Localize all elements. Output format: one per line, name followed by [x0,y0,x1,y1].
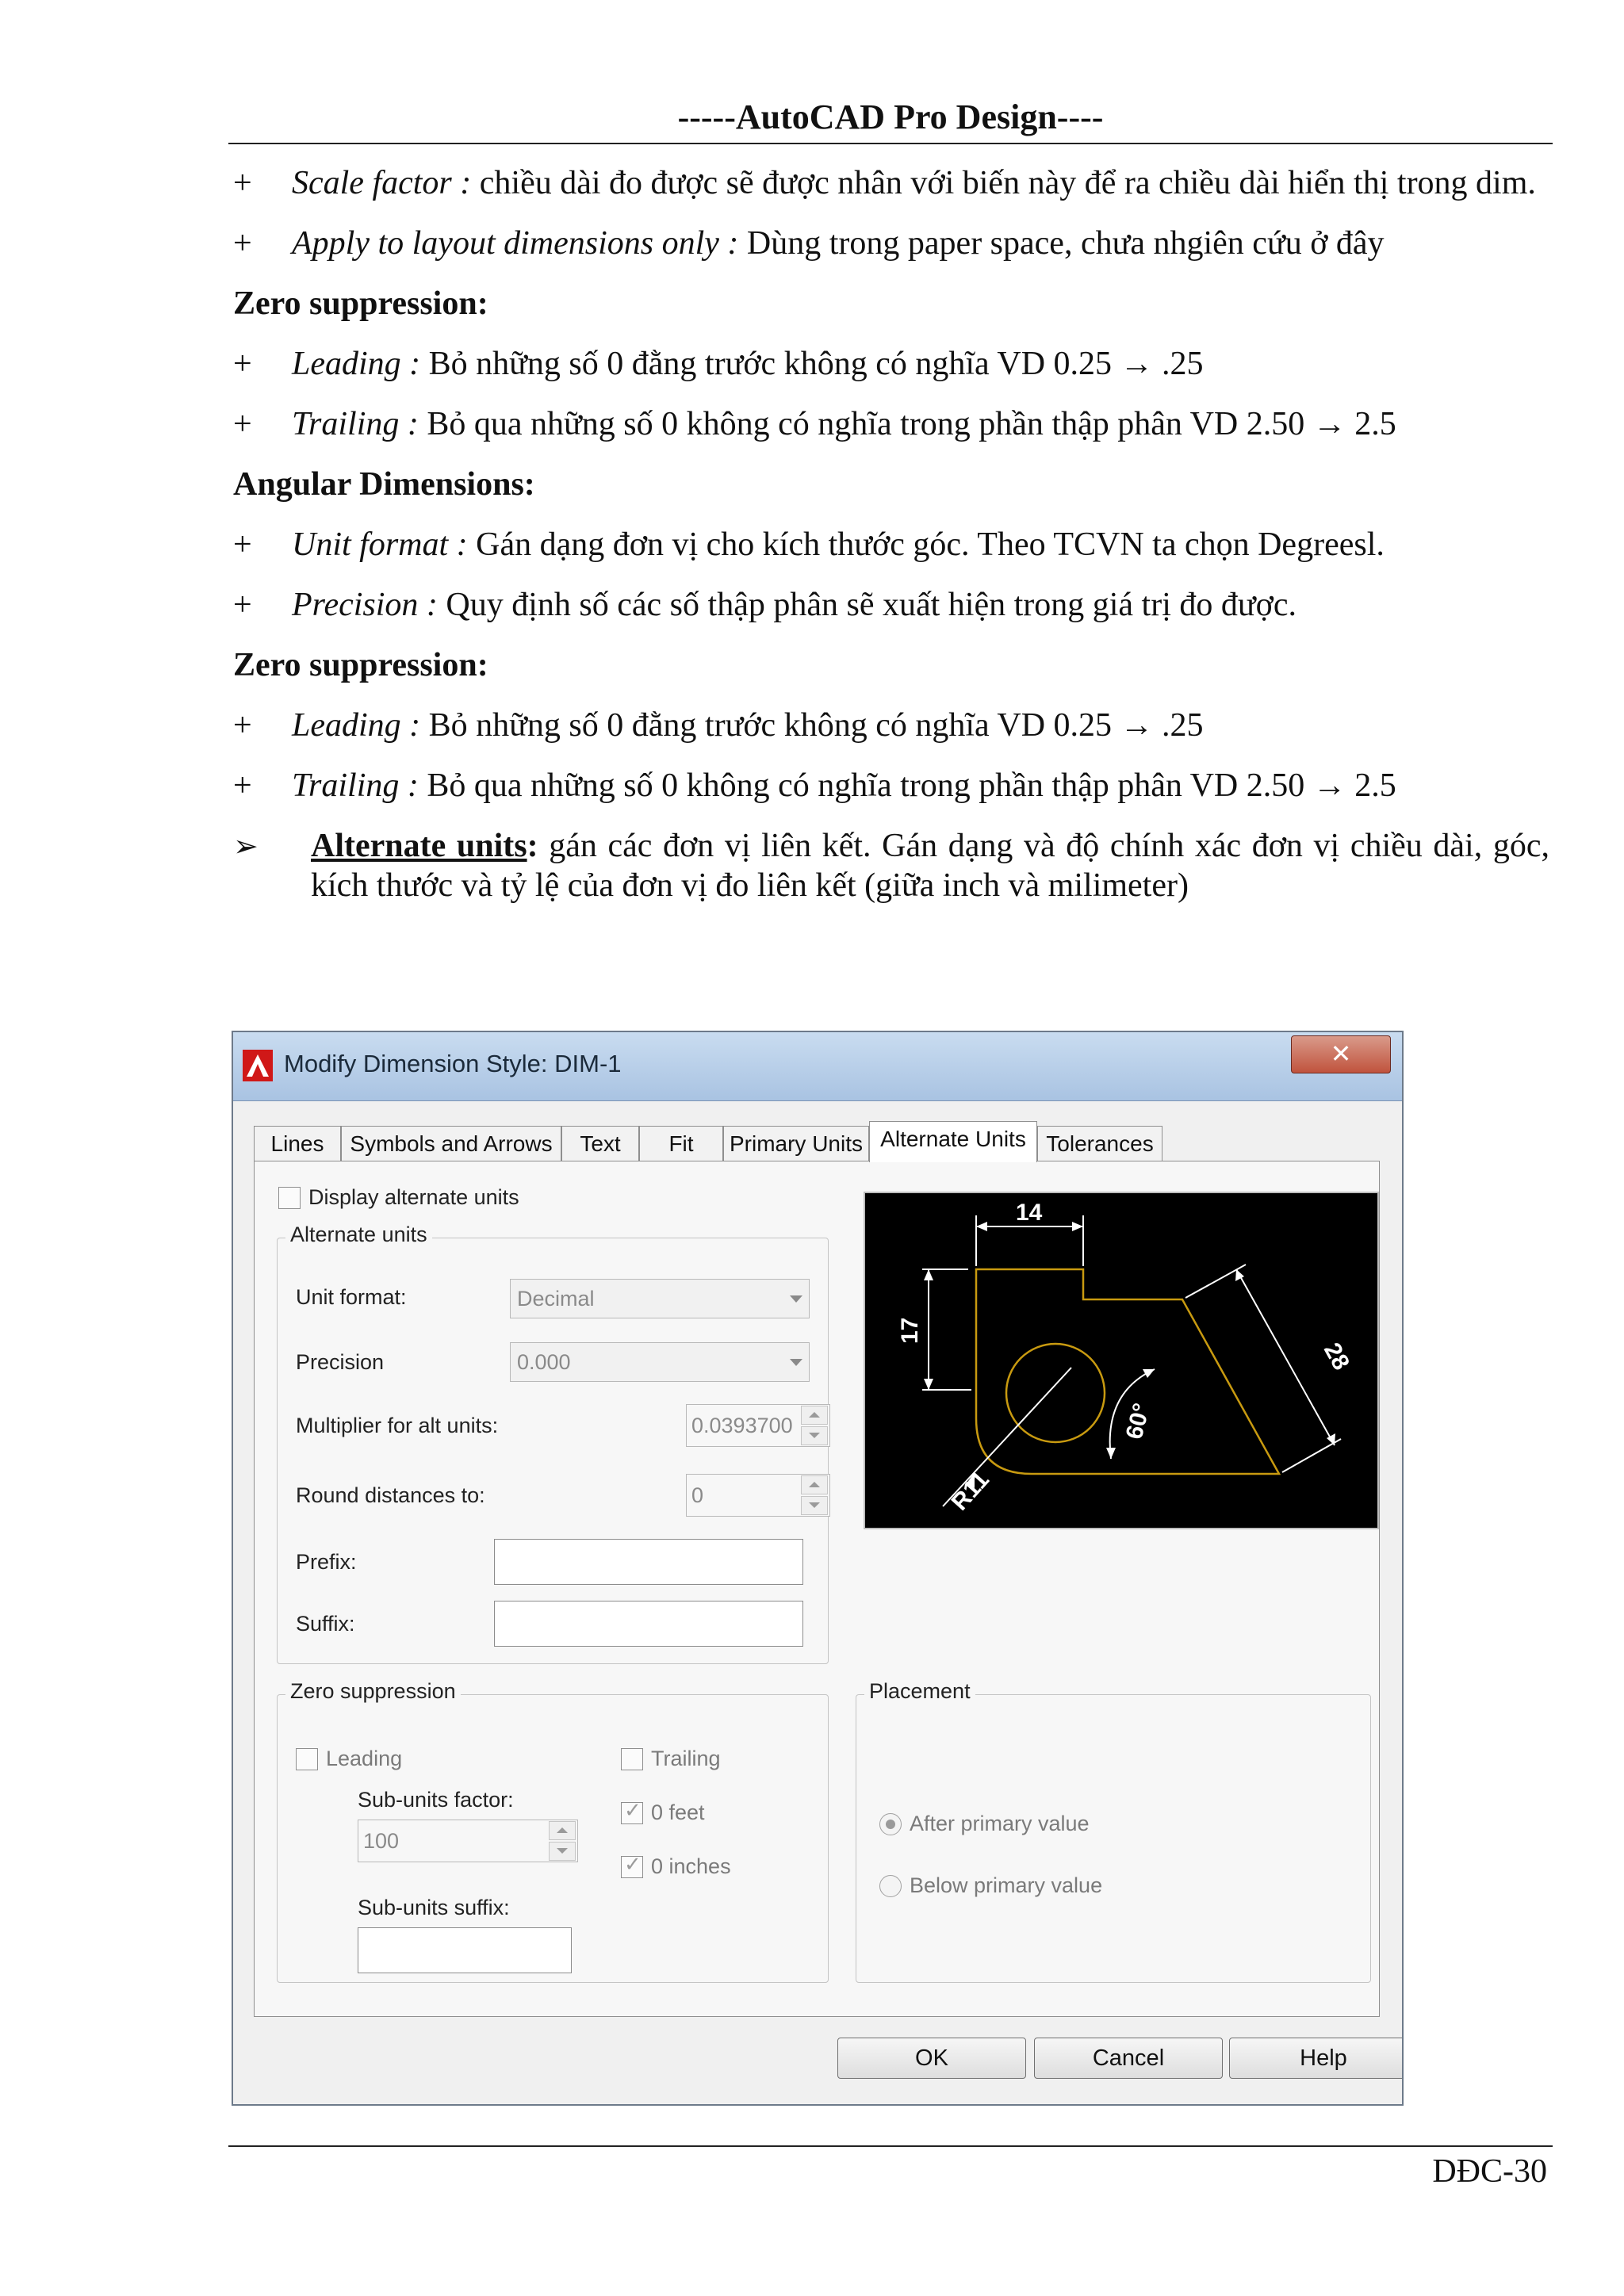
autocad-logo-icon [243,1050,273,1081]
stepper-up-icon[interactable] [801,1406,828,1425]
text-leading: Bỏ những số 0 đằng trước không có nghĩa VD 0.25 → .25 [420,346,1204,382]
trailing-label: Trailing [651,1747,721,1770]
tab-tolerances[interactable]: Tolerances [1037,1126,1162,1161]
unit-format-select[interactable] [510,1279,810,1318]
preview-drawing [865,1193,1377,1528]
zero-feet-checkbox[interactable] [621,1802,643,1824]
text-apply-layout: Dùng trong paper space, chưa nhgiên cứu ở đây [738,225,1385,262]
term-scale-factor: Scale factor : [292,165,472,201]
leading-checkbox[interactable] [296,1748,318,1770]
cancel-button[interactable]: Cancel [1034,2038,1223,2079]
tab-fit[interactable]: Fit [639,1126,723,1161]
text-trailing: Bỏ qua những số 0 không có nghĩa trong phần thập phân VD 2.50 → 2.5 [418,406,1396,442]
suffix-input[interactable] [494,1601,803,1647]
suffix-label: Suffix: [296,1612,355,1636]
round-distances-value: 0 [691,1483,704,1507]
unit-format-label: Unit format: [296,1285,407,1309]
text-precision: Quy định số các số thập phân sẽ xuất hiện trong giá trị đo được. [437,587,1297,623]
term-precision: Precision : [292,587,438,623]
preview-dim-top: 14 [1016,1200,1043,1226]
prefix-input[interactable] [494,1539,803,1585]
term-apply-layout: Apply to layout dimensions only : [292,225,739,262]
alternate-units-panel [254,1161,1380,2017]
round-distances-stepper[interactable] [686,1474,830,1517]
stepper-down-icon[interactable] [549,1842,576,1861]
stepper-up-icon[interactable] [549,1821,576,1840]
term-trailing: Trailing : [292,767,419,804]
close-button[interactable]: ✕ [1291,1035,1391,1073]
header-rule [228,143,1553,144]
multiplier-value: 0.0393700 [691,1414,793,1437]
term-leading: Leading : [292,346,421,382]
plus-marker: + [233,346,252,382]
plus-marker: + [233,406,252,442]
plus-marker: + [233,225,252,262]
title-bar [233,1032,1402,1101]
item-trailing-2 [233,766,1549,806]
modify-dimension-style-dialog [232,1031,1404,2106]
item-alternate-units [233,826,1549,905]
precision-value: 0.000 [517,1350,571,1374]
text-scale-factor: chiều dài đo được sẽ được nhân với biến này để ra chiều dài hiển thị trong dim. [471,165,1536,201]
subunits-suffix-input[interactable] [358,1927,572,1973]
subunits-factor-stepper[interactable] [358,1820,578,1862]
subunits-factor-value: 100 [363,1829,400,1853]
zero-suppression-group-label: Zero suppression [285,1679,461,1704]
multiplier-stepper[interactable] [686,1404,830,1447]
term-leading: Leading : [292,707,421,744]
footer-rule [228,2145,1553,2147]
text-alternate-units: gán các đơn vị liên kết. Gán dạng và độ chính xác đơn vị chiều dài, góc, kích thước và tỷ lệ của đơn vị đo liên kết (giữa inch và milimeter) [311,828,1549,904]
trailing-checkbox[interactable] [621,1748,643,1770]
ok-button[interactable]: OK [837,2038,1026,2079]
leading-label: Leading [326,1747,403,1770]
preview-dim-angle: 60° [1120,1400,1155,1442]
placement-group-label: Placement [864,1679,975,1704]
text-unit-format: Gán dạng đơn vị cho kích thước góc. Theo TCVN ta chọn Degreesl. [467,526,1385,563]
precision-label: Precision [296,1350,385,1374]
plus-marker: + [233,165,252,201]
help-button[interactable]: Help [1229,2038,1404,2079]
item-precision [233,585,1549,625]
display-alternate-units-checkbox[interactable] [278,1187,301,1209]
document-body [233,163,1549,905]
stepper-up-icon[interactable] [801,1475,828,1494]
colon: : [527,828,538,864]
heading-angular-dimensions: Angular Dimensions: [233,466,535,503]
plus-marker: + [233,707,252,744]
page-number: DĐC-30 [1432,2153,1547,2190]
preview-dim-radius: R11 [946,1466,994,1516]
after-primary-label: After primary value [910,1812,1090,1835]
display-alternate-units-label: Display alternate units [308,1185,519,1209]
chevron-down-icon [790,1295,802,1303]
text-trailing: Bỏ qua những số 0 không có nghĩa trong phần thập phân VD 2.50 → 2.5 [418,767,1396,804]
heading-zero-suppression-2: Zero suppression: [233,647,488,683]
plus-marker: + [233,767,252,804]
precision-select[interactable] [510,1342,810,1382]
term-unit-format: Unit format : [292,526,468,563]
item-apply-layout [233,224,1549,263]
plus-marker: + [233,526,252,563]
item-leading-2 [233,706,1549,745]
term-trailing: Trailing : [292,406,419,442]
zero-feet-label: 0 feet [651,1800,705,1824]
tab-alternate-units[interactable]: Alternate Units [869,1121,1037,1162]
item-trailing-1 [233,404,1549,444]
round-distances-label: Round distances to: [296,1483,485,1507]
tab-text[interactable]: Text [561,1126,639,1161]
item-leading-1 [233,344,1549,384]
term-alternate-units: Alternate units [311,828,527,864]
dimension-preview [864,1192,1379,1529]
below-primary-radio[interactable] [879,1875,902,1897]
unit-format-value: Decimal [517,1287,595,1311]
heading-zero-suppression-1: Zero suppression: [233,285,488,322]
prefix-label: Prefix: [296,1550,357,1574]
tab-symbols-arrows[interactable]: Symbols and Arrows [341,1126,561,1161]
preview-dim-left: 17 [897,1317,923,1344]
preview-dim-diag: 28 [1318,1338,1354,1375]
arrow-bullet-icon: ➢ [233,828,259,863]
placement-group [856,1679,1371,1983]
zero-inches-label: 0 inches [651,1854,731,1878]
subunits-suffix-label: Sub-units suffix: [358,1896,510,1919]
alternate-units-group-label: Alternate units [285,1223,432,1247]
plus-marker: + [233,587,252,623]
zero-inches-checkbox[interactable] [621,1856,643,1878]
tab-primary-units[interactable]: Primary Units [723,1126,869,1161]
item-scale-factor [233,163,1549,203]
dialog-title: Modify Dimension Style: DIM-1 [284,1050,622,1077]
chevron-down-icon [790,1359,802,1366]
below-primary-label: Below primary value [910,1873,1103,1897]
text-leading: Bỏ những số 0 đằng trước không có nghĩa VD 0.25 → .25 [420,707,1204,744]
page-header: -----AutoCAD Pro Design---- [677,98,1104,136]
tab-lines[interactable]: Lines [254,1126,341,1161]
item-unit-format [233,525,1549,564]
stepper-down-icon[interactable] [801,1426,828,1445]
after-primary-radio[interactable] [879,1813,902,1835]
stepper-down-icon[interactable] [801,1496,828,1515]
subunits-factor-label: Sub-units factor: [358,1788,514,1812]
multiplier-label: Multiplier for alt units: [296,1414,499,1437]
